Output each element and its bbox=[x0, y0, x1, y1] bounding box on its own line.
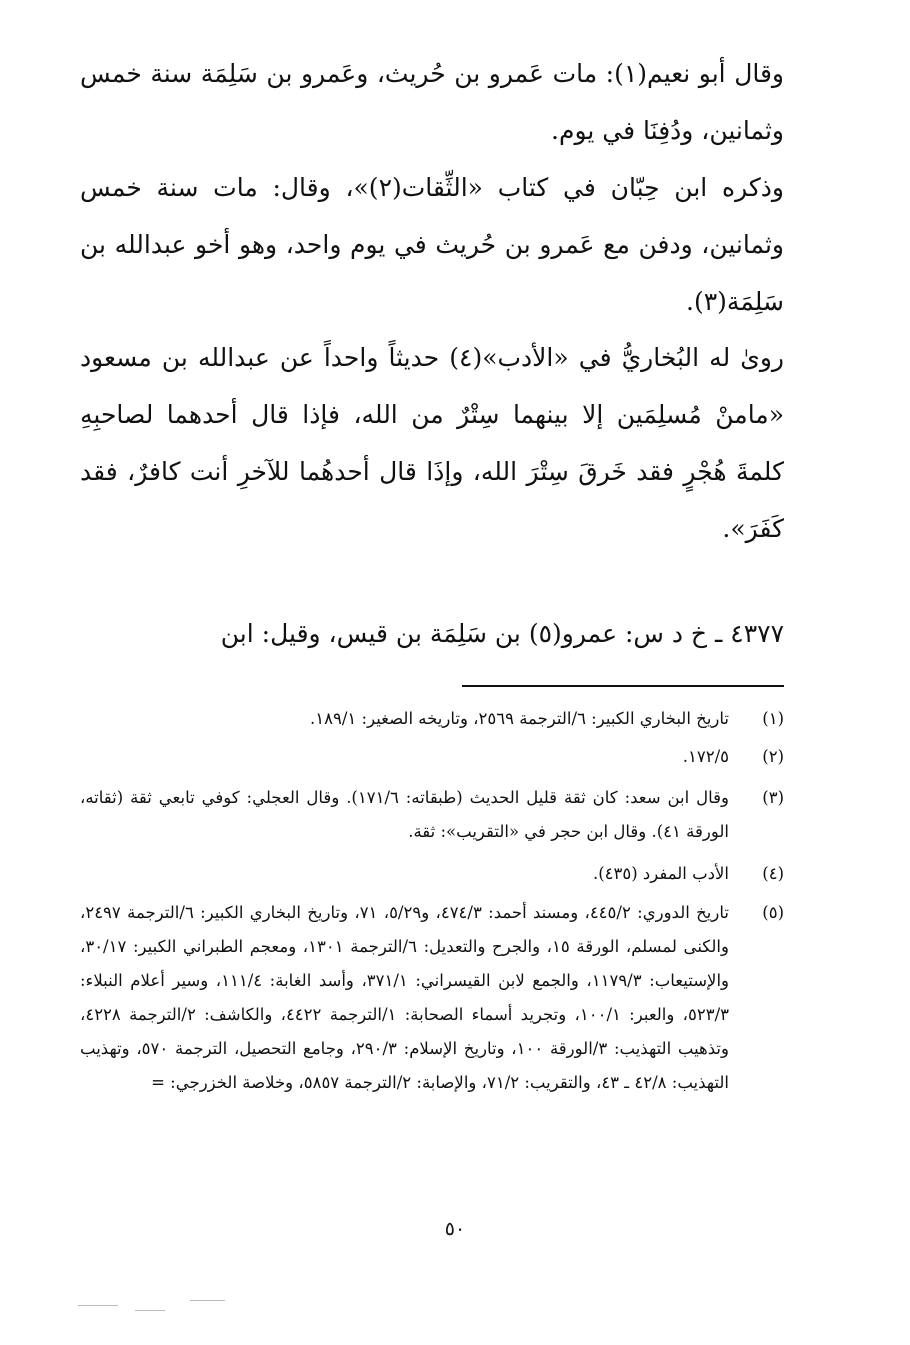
paragraph-bukhari-hadith: روىٰ له البُخاريُّ في «الأدب»(٤) حديثاً واحداً عن عبدالله بن مسعود «مامنْ مُسلِمَين إلا بينهما سِتْرٌ من الله، فإذا قال أحدهما لصاحبِهِ كلمةَ هُجْرٍ فقد خَرقَ سِتْرَ الله، وإذَا قال أحدهُما للآخرِ أنت كافرٌ، فقد كَفَرَ». bbox=[80, 343, 784, 543]
footnote-number: (٤) bbox=[762, 864, 784, 883]
footnote-number: (٣) bbox=[762, 788, 784, 807]
paragraph-abu-nuaim: وقال أبو نعيم(١): مات عَمرو بن حُريث، وعَمرو بن سَلِمَة سنة خمس وثمانين، ودُفِنَا في يوم. bbox=[80, 59, 784, 145]
footnote-2 bbox=[80, 740, 784, 774]
footnote-1 bbox=[80, 702, 784, 736]
footnote-number: (١) bbox=[762, 709, 784, 728]
footnote-text: وقال ابن سعد: كان ثقة قليل الحديث (طبقاته: ١٧١/٦). وقال العجلي: كوفي تابعي ثقة (ثقاته، الورقة ٤١). وقال ابن حجر في «التقريب»: ثقة. bbox=[80, 788, 729, 841]
footnote-text: الأدب المفرد (٤٣٥). bbox=[592, 864, 729, 883]
footnote-text: تاريخ البخاري الكبير: ٦/الترجمة ٢٥٦٩، وتاريخه الصغير: ١٨٩/١. bbox=[310, 709, 729, 728]
footnote-5 bbox=[80, 896, 784, 1100]
footnote-text: ١٧٢/٥. bbox=[682, 747, 729, 766]
page-number: ٥٠ bbox=[444, 1218, 466, 1240]
biography-entry-heading: ٤٣٧٧ ـ خ د س: عمرو(٥) بن سَلِمَة بن قيس، وقيل: ابن bbox=[220, 619, 784, 648]
footnote-separator bbox=[462, 685, 784, 687]
scan-mark bbox=[190, 1300, 225, 1301]
scan-mark bbox=[135, 1310, 165, 1311]
paragraph-ibn-hibban: وذكره ابن حِبّان في كتاب «الثِّقات(٢)»، وقال: مات سنة خمس وثمانين، ودفن مع عَمرو بن حُريث في يوم واحد، وهو أخو عبدالله بن سَلِمَة(٣). bbox=[80, 173, 784, 316]
footnote-text: تاريخ الدوري: ٤٤٥/٢، ومسند أحمد: ٤٧٤/٣، و٥/٢٩، ٧١، وتاريخ البخاري الكبير: ٦/الترجمة ٢٤٩٧، والكنى لمسلم، الورقة ١٥، والجرح والتعديل: ٦/الترجمة ١٣٠١، ومعجم الطبراني الكبير: ٣٠/١٧، والإستيعاب: ١١٧٩/٣، والجمع لابن القيسراني: ٣٧١/١، وأسد الغابة: ١١١/٤، وسير أعلام النبلاء: ٥٢٣/٣، والعبر: ١٠٠/١، وتجريد أسماء الصحابة: ١/الترجمة ٤٤٢٢، والكاشف: ٢/الترجمة ٤٢٢٨، وتذهيب التهذيب: ٣/الورقة ١٠٠، وتاريخ الإسلام: ٢٩٠/٣، وجامع التحصيل، الترجمة ٥٧٠، وتهذيب التهذيب: ٤٢/٨ ـ ٤٣، والتقريب: ٧١/٢، والإصابة: ٢/الترجمة ٥٨٥٧، وخلاصة الخزرجي: = bbox=[80, 903, 730, 1092]
footnote-number: (٢) bbox=[762, 747, 784, 766]
footnote-number: (٥) bbox=[762, 903, 784, 922]
footnote-4 bbox=[80, 857, 784, 891]
scan-mark bbox=[78, 1305, 118, 1306]
footnote-3 bbox=[80, 781, 784, 849]
